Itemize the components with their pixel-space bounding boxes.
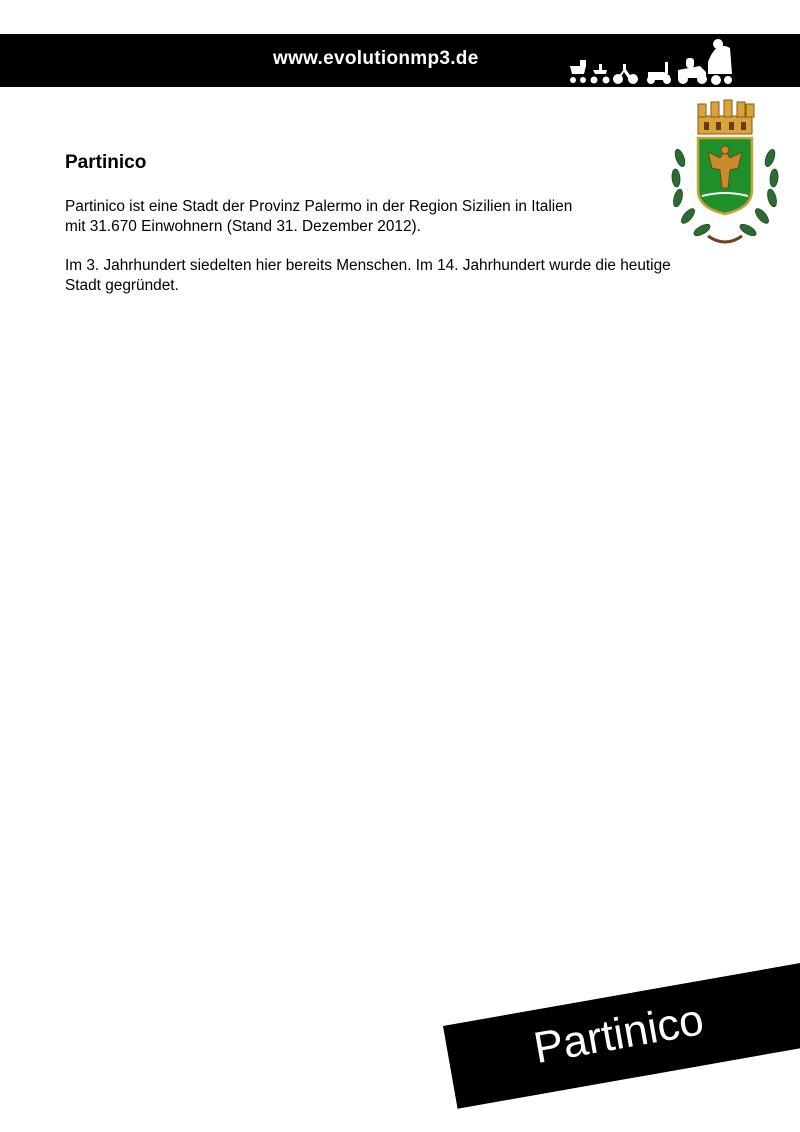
vehicle-evolution-icon	[566, 36, 732, 86]
site-url[interactable]: www.evolutionmp3.de	[273, 48, 479, 69]
coat-of-arms-icon	[668, 98, 782, 248]
page-title: Partinico	[65, 152, 147, 173]
corner-label	[443, 962, 800, 1109]
paragraph-line: Partinico ist eine Stadt der Provinz Palermo in der Region Sizilien in Italien	[65, 198, 573, 215]
paragraph-line: mit 31.670 Einwohnern (Stand 31. Dezember 2012).	[65, 217, 421, 235]
history-paragraph	[65, 256, 725, 295]
intro-paragraph	[65, 197, 625, 236]
paragraph-line: Im 3. Jahrhundert siedelten hier bereits Menschen. Im 14. Jahrhundert wurde die heutige	[65, 257, 671, 274]
corner-label-text: Partinico	[530, 995, 708, 1074]
paragraph-line: Stadt gegründet.	[65, 276, 179, 294]
header-bar	[0, 34, 800, 87]
